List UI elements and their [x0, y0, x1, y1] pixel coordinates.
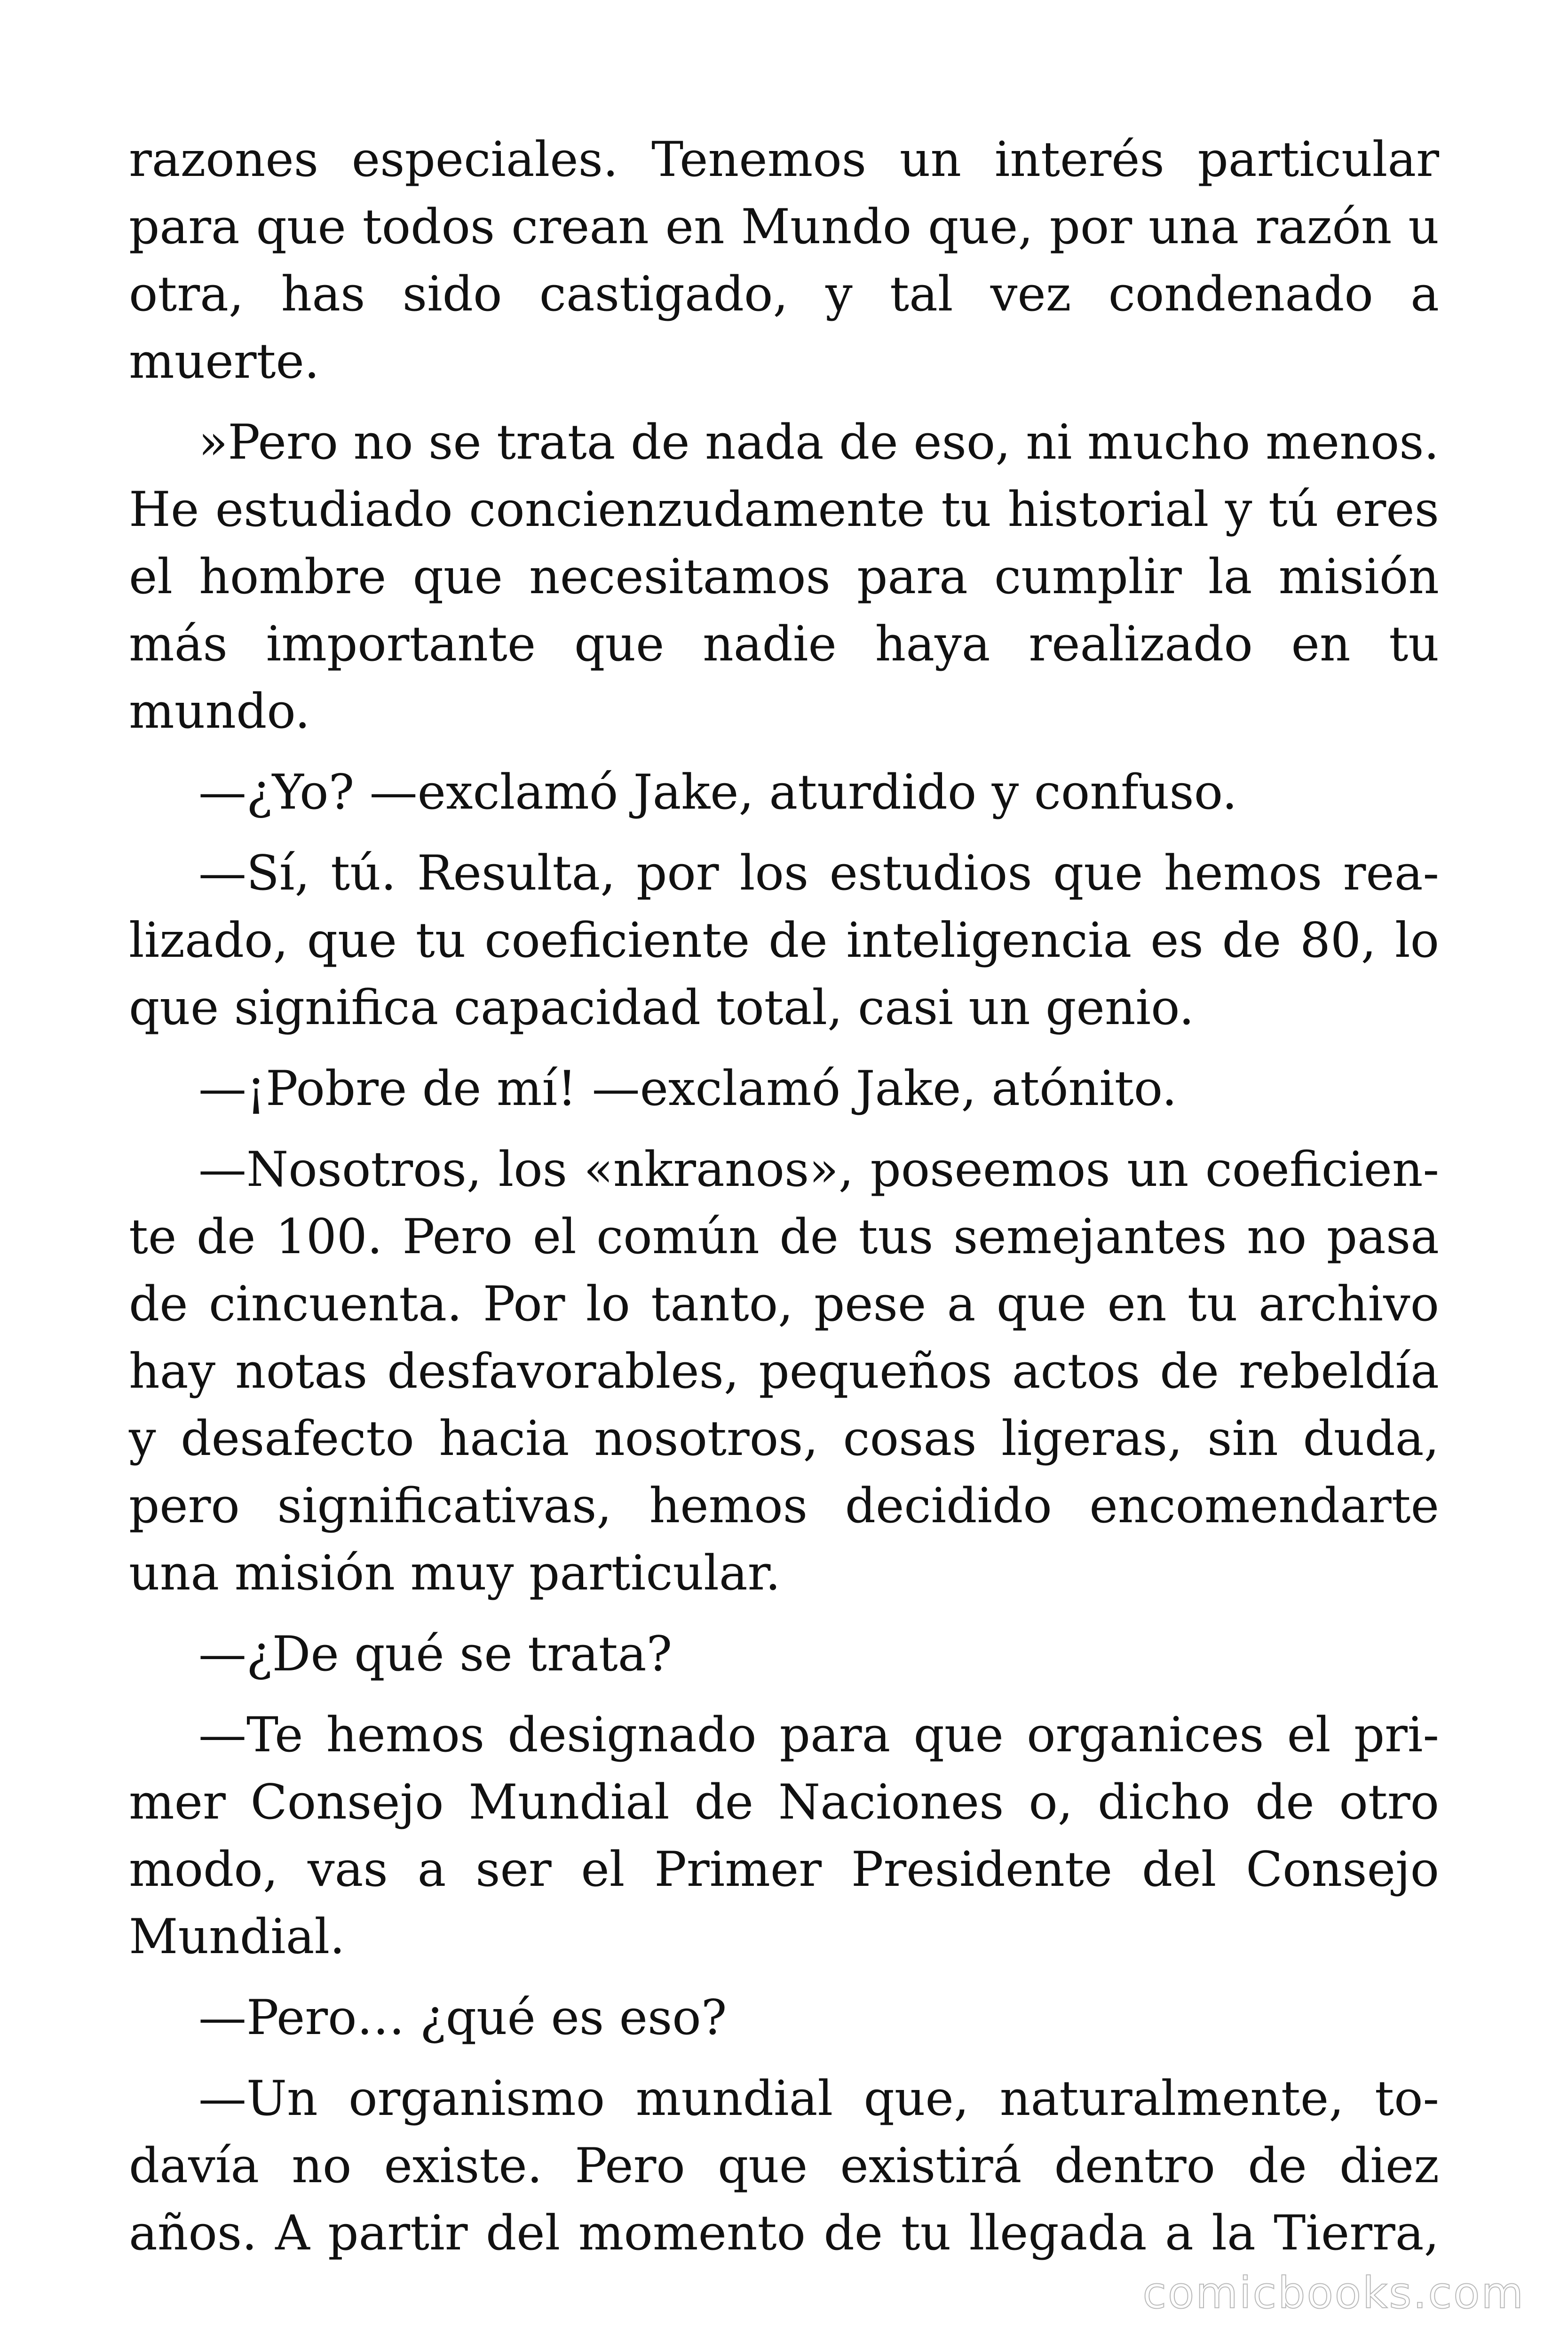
- paragraph-2: »Pero no se trata de nada de eso, ni mucho menos. He estudiado concienzudamente tu historial y tú eres el hombre que necesitamos para cumplir la misión más importante que nadie haya realizado en tu mundo.: [129, 414, 1439, 739]
- watermark: comicbooks.com: [1142, 2268, 1525, 2318]
- paragraph-10: —Un organismo mundial que, naturalmente, todavía no existe. Pero que existirá dentro de diez años. A partir del momento de tu llegada a la Tierra,: [129, 2071, 1439, 2261]
- page-text: [129, 126, 1439, 2267]
- paragraph-5: —¡Pobre de mí! —exclamó Jake, atónito.: [198, 1061, 1177, 1117]
- paragraph-9: —Pero… ¿qué es eso?: [198, 1990, 727, 2046]
- paragraph-7: —¿De qué se trata?: [198, 1626, 673, 1682]
- paragraph-1: razones especiales. Tenemos un interés particular para que todos crean en Mundo que, por una razón u otra, has sido castigado, y tal vez condenado a muerte.: [129, 132, 1439, 389]
- paragraph-3: —¿Yo? —exclamó Jake, aturdido y confuso.: [198, 764, 1237, 820]
- paragraph-8: —Te hemos designado para que organices el primer Consejo Mundial de Naciones o, dicho de otro modo, vas a ser el Primer Presidente del Consejo Mundial.: [129, 1707, 1439, 1965]
- paragraph-6: —Nosotros, los «nkranos», poseemos un coeficiente de 100. Pero el común de tus semejantes no pasa de cincuenta. Por lo tanto, pese a que en tu archivo hay notas desfavorables, pequeños actos de rebeldía y desafecto hacia nosotros, cosas ligeras, sin duda, pero significativas, hemos decidido encomendarte una misión muy particular.: [129, 1142, 1439, 1601]
- paragraph-4: —Sí, tú. Resulta, por los estudios que hemos realizado, que tu coeficiente de inteligencia es de 80, lo que significa capacidad total, casi un genio.: [129, 845, 1439, 1036]
